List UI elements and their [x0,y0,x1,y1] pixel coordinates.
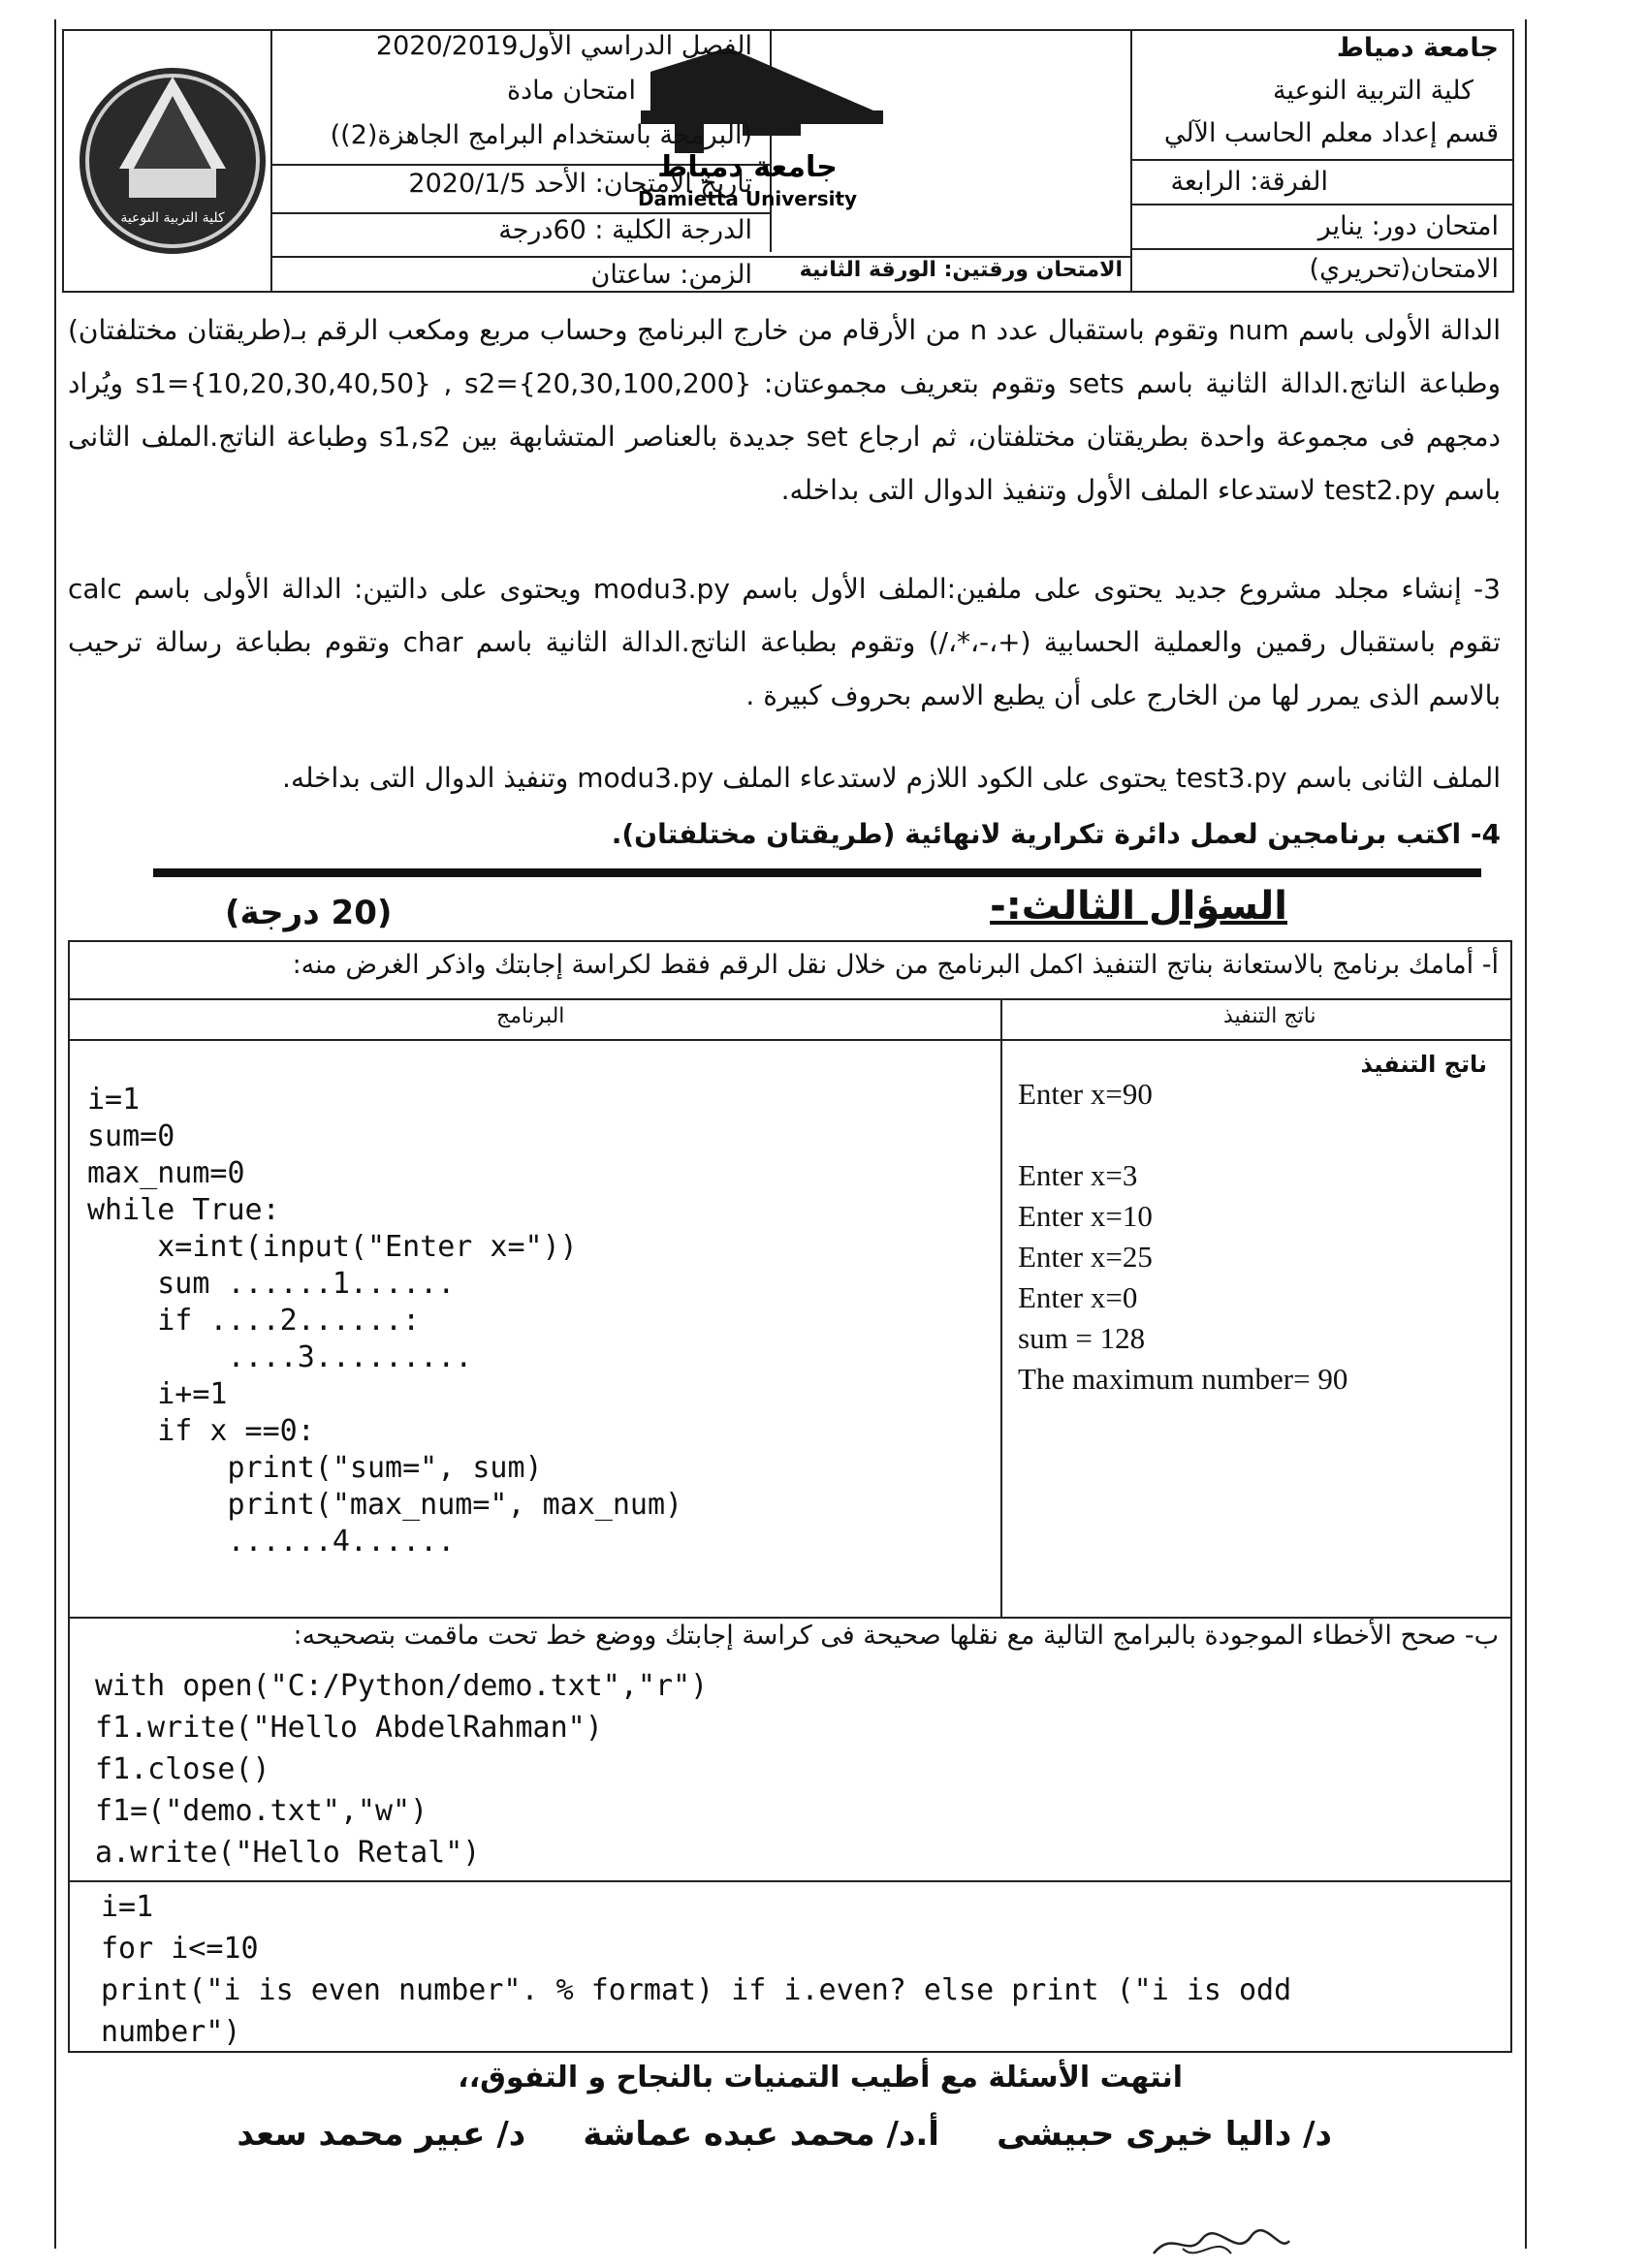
code-line: f1=("demo.txt","w") [95,1794,428,1828]
signatories: د/ داليا خيرى حبيشى أ.د/ محمد عبده عماشة د/ عبير محمد سعد [237,2115,1332,2154]
output-line: Enter x=90 [1018,1077,1153,1111]
code-line: if x ==0: [87,1414,315,1448]
col-program-header: البرنامج [496,1004,565,1028]
output-line [1018,1115,1347,1155]
code-line: with open("C:/Python/demo.txt","r") [95,1669,709,1703]
output-line: Enter x=0 [1018,1280,1138,1314]
exam-pages-label: الامتحان ورقتين: الورقة الثانية [799,258,1123,282]
code-line: f1.write("Hello AbdelRahman") [95,1711,603,1745]
q3a-output-block [1018,1074,1347,1400]
table-rule [70,1039,1510,1041]
semester-label: الفصل الدراسي الأول2020/2019 [375,31,752,61]
code-line: for i<=10 [101,1932,259,1966]
table-rule [70,998,1510,1000]
faculty-name: كلية التربية النوعية [1272,76,1474,106]
table-rule [70,1880,1510,1882]
code-line: x=int(input("Enter x=")) [87,1230,578,1264]
q2-paragraph-3: 3- إنشاء مجلد مشروع جديد يحتوى على ملفين:الملف الأول باسم modu3.py ويحتوى على دالتين: الدالة الأولى باسم calc تقوم باستقبال رقمين والعملية الحسابية (+،-،*،/) وتقوم بطباعة الناتج.الدالة الثانية باسم char وتقوم بطباعة رسالة ترحيب بالاسم الذى يمرر لها من الخارج على أن يطبع الاسم بحروف كبيرة . [68,573,1501,711]
logo-english-name: Damietta University [637,187,858,210]
q2-paragraph-3b: الملف الثانى باسم test3.py يحتوى على الكود اللازم لاستدعاء الملف modu3.py وتنفيذ الدوال التى بداخله. [282,762,1501,794]
code-line: i+=1 [87,1377,228,1411]
exam-date: تاريخ الامتحان: الأحد 2020/1/5 [408,169,752,199]
subject-line: امتحان مادة [506,76,636,106]
code-line: while True: [87,1193,280,1227]
university-name: جامعة دمياط [1336,33,1499,63]
output-line: Enter x=3 [1018,1158,1138,1192]
code-line: ......4...... [87,1525,456,1559]
header-divider [1130,31,1132,291]
code-line: i=1 [101,1890,154,1924]
subject-name: (البرمجة باستخدام البرامج الجاهزة(2)) [330,120,752,150]
level-label: الفرقة: الرابعة [1170,167,1328,197]
q3b-code-block-1 [95,1665,708,1874]
exam-time: الزمن: ساعتان [590,260,752,290]
q2-paragraph-4: 4- اكتب برنامجين لعمل دائرة تكرارية لانهائية (طريقتان مختلفتان). [611,818,1501,850]
q3b-intro: ب- صحح الأخطاء الموجودة بالبرامج التالية مع نقلها صحيحة فى كراسة إجابتك ووضع خط تحت ماقمت بتصحيحه: [293,1621,1499,1651]
header-rule [1130,248,1514,250]
q3-title: السؤال الثالث:- [990,884,1287,929]
q3a-code-block [87,1082,682,1560]
output-line: Enter x=25 [1018,1240,1153,1274]
code-line: print("i is even number". % format) if i.even? else print ("i is odd [101,1973,1292,2007]
code-line: if ....2......: [87,1304,421,1338]
output-label: ناتج التنفيذ [1360,1051,1487,1078]
department-name: قسم إعداد معلم الحاسب الآلي [1163,118,1499,148]
output-line: Enter x=10 [1018,1199,1153,1233]
header-rule [270,256,770,258]
closing-message: انتهت الأسئلة مع أطيب التمنيات بالنجاح و التفوق،، [458,2061,1183,2095]
q2-paragraph-1: الدالة الأولى باسم num وتقوم باستقبال عدد n من الأرقام من خارج البرنامج وحساب مربع ومكعب الرقم بـ(طريقتان مختلفتان) وطباعة الناتج.الدالة الثانية باسم sets وتقوم بتعريف مجموعتان: s1={10,20,30,40,50} , s2={20,30,100,200} ويُراد دمجهم فى مجموعة واحدة بطريقتان مختلفتان، ثم ارجاع set جديدة بالعناصر المتشابهة بين s1,s2 وطباعة الناتج.الملف الثانى باسم test2.py لاستدعاء الملف الأول وتنفيذ الدوال التى بداخله. [68,314,1502,506]
header-rule [1130,159,1514,161]
exam-header [62,29,1514,293]
code-line: a.write("Hello Retal") [95,1836,481,1870]
faculty-seal-logo [76,43,313,280]
code-line: sum ......1...... [87,1267,456,1301]
code-line: ....3......... [87,1340,473,1374]
handwritten-signature [1144,2220,1299,2268]
q3a-intro: أ- أمامك برنامج بالاستعانة بناتج التنفيذ اكمل البرنامج من خلال نقل الرقم فقط لكراسة إجابتك واذكر الغرض منه: [292,950,1499,980]
code-line: sum=0 [87,1119,175,1153]
logo-arabic-name: جامعة دمياط [657,150,838,184]
output-line: The maximum number= 90 [1018,1362,1348,1396]
total-marks: الدرجة الكلية : 60درجة [498,215,752,245]
header-rule [1130,204,1514,205]
section-divider [153,868,1481,877]
q3b-code-block-2 [101,1886,1291,2053]
code-line: print("max_num=", max_num) [87,1488,683,1522]
q3-grade: (20 درجة) [225,894,393,932]
col-output-header: ناتج التنفيذ [1223,1004,1316,1028]
output-line: sum = 128 [1018,1321,1146,1355]
session-label: امتحان دور: يناير [1317,211,1499,241]
code-line: print("sum=", sum) [87,1451,543,1485]
table-column-divider [1000,998,1002,1617]
seal-lettering: كلية التربية النوعية [120,210,225,226]
code-line: i=1 [87,1083,141,1117]
code-line: max_num=0 [87,1156,245,1190]
code-line: number") [101,2015,241,2049]
code-line: f1.close() [95,1752,270,1786]
exam-kind-label: الامتحان(تحريري) [1309,254,1499,284]
